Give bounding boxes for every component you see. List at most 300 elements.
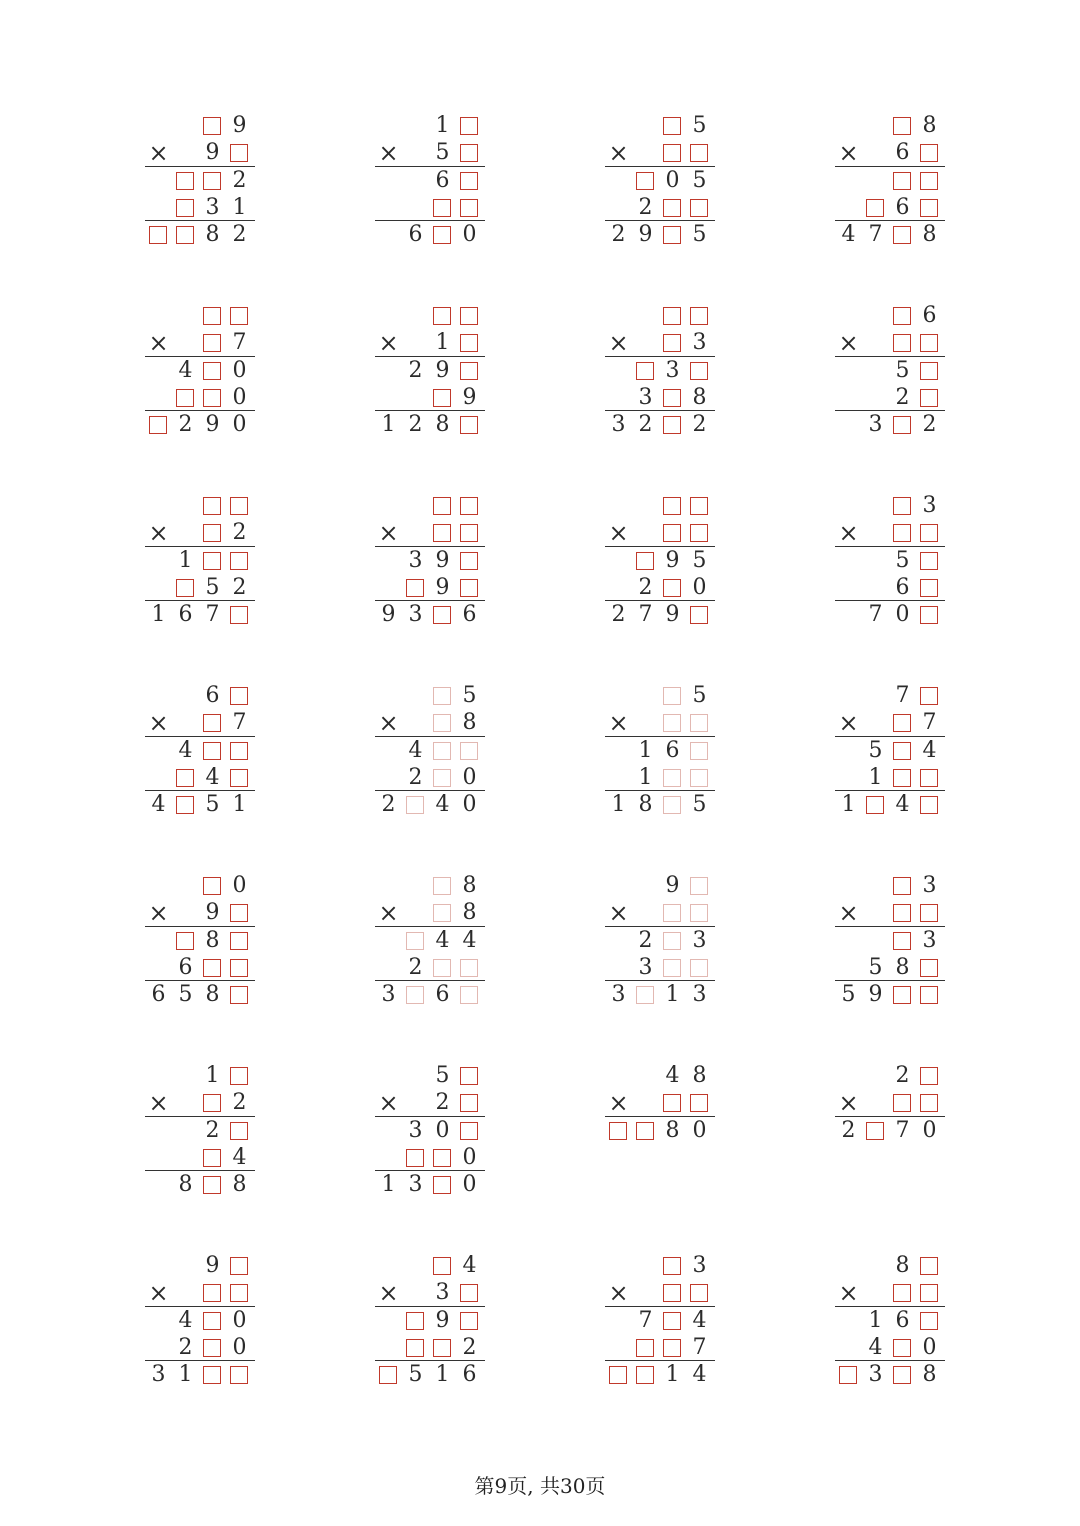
digit: 2	[408, 954, 423, 980]
digit: 3	[611, 412, 626, 438]
answer-box[interactable]	[460, 742, 478, 760]
answer-box[interactable]	[920, 959, 938, 977]
digit: 3	[868, 412, 883, 438]
multiplication-problem	[605, 873, 719, 1023]
multiply-sign: ×	[608, 329, 629, 358]
answer-box[interactable]	[433, 226, 451, 244]
digit: 5	[841, 982, 856, 1008]
answer-box[interactable]	[460, 497, 478, 515]
answer-box[interactable]	[433, 1176, 451, 1194]
answer-box[interactable]	[230, 959, 248, 977]
digit: 9	[205, 900, 220, 926]
answer-box[interactable]	[203, 334, 221, 352]
digit: 0	[895, 602, 910, 628]
answer-box[interactable]	[920, 172, 938, 190]
multiplication-problem	[145, 493, 259, 643]
answer-box[interactable]	[893, 497, 911, 515]
digit: 2	[178, 412, 193, 438]
divider-line	[835, 926, 945, 927]
answer-box[interactable]	[203, 524, 221, 542]
answer-box[interactable]	[406, 932, 424, 950]
answer-box[interactable]	[690, 144, 708, 162]
answer-box[interactable]	[203, 117, 221, 135]
answer-box[interactable]	[893, 307, 911, 325]
digit: 0	[435, 1117, 450, 1143]
answer-box[interactable]	[230, 932, 248, 950]
digit: 7	[868, 602, 883, 628]
answer-box[interactable]	[690, 769, 708, 787]
digit: 0	[922, 1334, 937, 1360]
answer-box[interactable]	[690, 497, 708, 515]
answer-box[interactable]	[893, 714, 911, 732]
answer-box[interactable]	[230, 307, 248, 325]
digit: 2	[381, 792, 396, 818]
answer-box[interactable]	[433, 687, 451, 705]
answer-box[interactable]	[663, 199, 681, 217]
answer-box[interactable]	[203, 307, 221, 325]
multiply-sign: ×	[838, 139, 859, 168]
answer-box[interactable]	[176, 769, 194, 787]
answer-box[interactable]	[230, 552, 248, 570]
multiply-sign: ×	[378, 139, 399, 168]
answer-box[interactable]	[406, 1312, 424, 1330]
answer-box[interactable]	[920, 199, 938, 217]
divider-line	[835, 1360, 945, 1361]
answer-box[interactable]	[203, 959, 221, 977]
answer-box[interactable]	[176, 172, 194, 190]
divider-line	[605, 220, 715, 221]
divider-line	[605, 1306, 715, 1307]
answer-box[interactable]	[460, 1284, 478, 1302]
digit: 6	[435, 167, 450, 193]
answer-box[interactable]	[839, 1366, 857, 1384]
answer-box[interactable]	[663, 687, 681, 705]
digit: 9	[381, 602, 396, 628]
answer-box[interactable]	[893, 172, 911, 190]
digit: 0	[232, 1307, 247, 1333]
answer-box[interactable]	[893, 877, 911, 895]
answer-box[interactable]	[866, 796, 884, 814]
answer-box[interactable]	[230, 1257, 248, 1275]
answer-box[interactable]	[663, 1312, 681, 1330]
answer-box[interactable]	[460, 1067, 478, 1085]
digit: 2	[232, 574, 247, 600]
answer-box[interactable]	[690, 199, 708, 217]
answer-box[interactable]	[663, 579, 681, 597]
answer-box[interactable]	[893, 524, 911, 542]
digit: 2	[435, 1090, 450, 1116]
answer-box[interactable]	[203, 1176, 221, 1194]
answer-box[interactable]	[460, 524, 478, 542]
answer-box[interactable]	[433, 959, 451, 977]
answer-box[interactable]	[230, 687, 248, 705]
answer-box[interactable]	[433, 1339, 451, 1357]
answer-box[interactable]	[663, 714, 681, 732]
answer-box[interactable]	[920, 1067, 938, 1085]
digit: 1	[178, 547, 193, 573]
digit: 2	[408, 357, 423, 383]
divider-line	[605, 166, 715, 167]
answer-box[interactable]	[230, 1366, 248, 1384]
digit: 7	[895, 683, 910, 708]
answer-box[interactable]	[690, 959, 708, 977]
digit: 5	[692, 683, 707, 708]
answer-box[interactable]	[176, 932, 194, 950]
digit: 3	[922, 873, 937, 898]
answer-box[interactable]	[176, 796, 194, 814]
answer-box[interactable]	[406, 986, 424, 1004]
digit: 3	[611, 982, 626, 1008]
multiply-sign: ×	[378, 1279, 399, 1308]
digit: 9	[462, 384, 477, 410]
digit: 5	[692, 547, 707, 573]
answer-box[interactable]	[663, 334, 681, 352]
digit: 1	[435, 113, 450, 138]
divider-line	[145, 790, 255, 791]
answer-box[interactable]	[460, 552, 478, 570]
answer-box[interactable]	[230, 144, 248, 162]
answer-box[interactable]	[176, 579, 194, 597]
answer-box[interactable]	[663, 1339, 681, 1357]
digit: 1	[638, 737, 653, 763]
answer-box[interactable]	[663, 1284, 681, 1302]
answer-box[interactable]	[460, 1122, 478, 1140]
answer-box[interactable]	[230, 904, 248, 922]
multiply-sign: ×	[838, 329, 859, 358]
answer-box[interactable]	[893, 1284, 911, 1302]
divider-line	[835, 356, 945, 357]
answer-box[interactable]	[203, 1149, 221, 1167]
answer-box[interactable]	[230, 1067, 248, 1085]
digit: 6	[205, 683, 220, 708]
answer-box[interactable]	[663, 932, 681, 950]
answer-box[interactable]	[460, 1094, 478, 1112]
digit: 9	[232, 113, 247, 138]
digit: 3	[692, 982, 707, 1008]
answer-box[interactable]	[920, 1284, 938, 1302]
digit: 5	[692, 792, 707, 818]
digit: 5	[205, 574, 220, 600]
digit: 5	[692, 113, 707, 138]
divider-line	[605, 1116, 715, 1117]
digit: 6	[178, 954, 193, 980]
answer-box[interactable]	[433, 1149, 451, 1167]
answer-box[interactable]	[690, 742, 708, 760]
answer-box[interactable]	[690, 307, 708, 325]
answer-box[interactable]	[460, 144, 478, 162]
multiplication-problem	[375, 1253, 489, 1403]
answer-box[interactable]	[460, 362, 478, 380]
digit: 2	[692, 412, 707, 438]
answer-box[interactable]	[433, 497, 451, 515]
answer-box[interactable]	[636, 172, 654, 190]
digit: 8	[205, 222, 220, 248]
answer-box[interactable]	[230, 986, 248, 1004]
answer-box[interactable]	[893, 334, 911, 352]
answer-box[interactable]	[149, 416, 167, 434]
answer-box[interactable]	[149, 226, 167, 244]
answer-box[interactable]	[203, 877, 221, 895]
digit: 9	[435, 574, 450, 600]
answer-box[interactable]	[866, 199, 884, 217]
answer-box[interactable]	[663, 796, 681, 814]
answer-box[interactable]	[893, 932, 911, 950]
multiplication-problem	[145, 1063, 259, 1213]
answer-box[interactable]	[636, 1339, 654, 1357]
multiplication-problem	[375, 493, 489, 643]
divider-line	[375, 1170, 485, 1171]
answer-box[interactable]	[920, 769, 938, 787]
multiply-sign: ×	[148, 1089, 169, 1118]
digit: 3	[381, 982, 396, 1008]
answer-box[interactable]	[920, 1312, 938, 1330]
answer-box[interactable]	[893, 769, 911, 787]
answer-box[interactable]	[636, 552, 654, 570]
answer-box[interactable]	[230, 769, 248, 787]
digit: 4	[408, 737, 423, 763]
answer-box[interactable]	[663, 497, 681, 515]
answer-box[interactable]	[433, 904, 451, 922]
digit: 6	[895, 574, 910, 600]
answer-box[interactable]	[893, 1339, 911, 1357]
answer-box[interactable]	[920, 144, 938, 162]
answer-box[interactable]	[406, 1339, 424, 1357]
answer-box[interactable]	[203, 714, 221, 732]
digit: 9	[205, 140, 220, 166]
answer-box[interactable]	[920, 1094, 938, 1112]
answer-box[interactable]	[663, 389, 681, 407]
multiplication-problem	[375, 873, 489, 1023]
answer-box[interactable]	[663, 524, 681, 542]
digit: 3	[692, 330, 707, 356]
answer-box[interactable]	[920, 606, 938, 624]
multiply-sign: ×	[608, 899, 629, 928]
digit: 9	[435, 1307, 450, 1333]
multiply-sign: ×	[838, 519, 859, 548]
answer-box[interactable]	[176, 199, 194, 217]
answer-box[interactable]	[866, 1122, 884, 1140]
answer-box[interactable]	[609, 1122, 627, 1140]
answer-box[interactable]	[460, 959, 478, 977]
digit: 2	[922, 412, 937, 438]
digit: 8	[435, 412, 450, 438]
answer-box[interactable]	[379, 1366, 397, 1384]
answer-box[interactable]	[920, 389, 938, 407]
answer-box[interactable]	[920, 904, 938, 922]
answer-box[interactable]	[460, 117, 478, 135]
digit: 5	[408, 1362, 423, 1388]
answer-box[interactable]	[203, 497, 221, 515]
digit: 1	[381, 412, 396, 438]
answer-box[interactable]	[460, 172, 478, 190]
answer-box[interactable]	[690, 877, 708, 895]
divider-line	[605, 790, 715, 791]
answer-box[interactable]	[663, 226, 681, 244]
answer-box[interactable]	[203, 1339, 221, 1357]
digit: 7	[638, 1307, 653, 1333]
digit: 8	[205, 927, 220, 953]
divider-line	[145, 356, 255, 357]
answer-box[interactable]	[203, 1094, 221, 1112]
answer-box[interactable]	[230, 606, 248, 624]
divider-line	[605, 736, 715, 737]
answer-box[interactable]	[920, 579, 938, 597]
answer-box[interactable]	[663, 307, 681, 325]
answer-box[interactable]	[893, 742, 911, 760]
answer-box[interactable]	[690, 904, 708, 922]
multiply-sign: ×	[148, 709, 169, 738]
digit: 3	[408, 1117, 423, 1143]
multiplication-problem	[375, 113, 489, 263]
answer-box[interactable]	[663, 416, 681, 434]
answer-box[interactable]	[920, 687, 938, 705]
answer-box[interactable]	[203, 1284, 221, 1302]
digit: 7	[638, 602, 653, 628]
answer-box[interactable]	[433, 307, 451, 325]
digit: 2	[178, 1334, 193, 1360]
answer-box[interactable]	[636, 1122, 654, 1140]
answer-box[interactable]	[663, 769, 681, 787]
answer-box[interactable]	[203, 1366, 221, 1384]
answer-box[interactable]	[406, 1149, 424, 1167]
digit: 8	[922, 113, 937, 138]
multiply-sign: ×	[608, 709, 629, 738]
digit: 1	[205, 1063, 220, 1088]
answer-box[interactable]	[203, 1312, 221, 1330]
answer-box[interactable]	[893, 1094, 911, 1112]
digit: 9	[665, 602, 680, 628]
answer-box[interactable]	[460, 1312, 478, 1330]
answer-box[interactable]	[663, 144, 681, 162]
answer-box[interactable]	[690, 714, 708, 732]
answer-box[interactable]	[406, 579, 424, 597]
answer-box[interactable]	[920, 796, 938, 814]
answer-box[interactable]	[433, 199, 451, 217]
answer-box[interactable]	[460, 416, 478, 434]
answer-box[interactable]	[203, 172, 221, 190]
answer-box[interactable]	[203, 362, 221, 380]
answer-box[interactable]	[230, 1284, 248, 1302]
digit: 5	[868, 737, 883, 763]
answer-box[interactable]	[230, 497, 248, 515]
digit: 0	[665, 167, 680, 193]
multiplication-problem	[835, 113, 949, 263]
answer-box[interactable]	[433, 769, 451, 787]
answer-box[interactable]	[663, 117, 681, 135]
answer-box[interactable]	[230, 1122, 248, 1140]
divider-line	[375, 1116, 485, 1117]
answer-box[interactable]	[433, 1257, 451, 1275]
answer-box[interactable]	[920, 552, 938, 570]
answer-box[interactable]	[460, 199, 478, 217]
answer-box[interactable]	[893, 117, 911, 135]
answer-box[interactable]	[920, 986, 938, 1004]
answer-box[interactable]	[203, 742, 221, 760]
answer-box[interactable]	[690, 606, 708, 624]
answer-box[interactable]	[893, 1366, 911, 1384]
answer-box[interactable]	[893, 416, 911, 434]
answer-box[interactable]	[203, 552, 221, 570]
digit: 0	[462, 764, 477, 790]
digit: 6	[462, 1362, 477, 1388]
answer-box[interactable]	[663, 959, 681, 977]
digit: 4	[232, 1144, 247, 1170]
digit: 1	[232, 792, 247, 818]
answer-box[interactable]	[433, 606, 451, 624]
answer-box[interactable]	[893, 226, 911, 244]
digit: 0	[232, 1334, 247, 1360]
multiplication-problem	[605, 1253, 719, 1403]
answer-box[interactable]	[433, 877, 451, 895]
digit: 1	[868, 1307, 883, 1333]
digit: 2	[232, 1090, 247, 1116]
answer-box[interactable]	[663, 1094, 681, 1112]
multiplication-problem	[375, 683, 489, 833]
multiplication-problem	[605, 303, 719, 453]
digit: 0	[462, 792, 477, 818]
divider-line	[375, 980, 485, 981]
answer-box[interactable]	[920, 524, 938, 542]
answer-box[interactable]	[663, 1257, 681, 1275]
digit: 9	[205, 412, 220, 438]
digit: 4	[922, 737, 937, 763]
answer-box[interactable]	[460, 307, 478, 325]
answer-box[interactable]	[230, 742, 248, 760]
answer-box[interactable]	[893, 986, 911, 1004]
answer-box[interactable]	[690, 1284, 708, 1302]
digit: 8	[692, 384, 707, 410]
answer-box[interactable]	[690, 362, 708, 380]
digit: 8	[692, 1063, 707, 1088]
answer-box[interactable]	[433, 389, 451, 407]
answer-box[interactable]	[203, 389, 221, 407]
divider-line	[375, 926, 485, 927]
answer-box[interactable]	[920, 1257, 938, 1275]
answer-box[interactable]	[176, 226, 194, 244]
answer-box[interactable]	[460, 579, 478, 597]
digit: 9	[665, 547, 680, 573]
answer-box[interactable]	[920, 362, 938, 380]
multiply-sign: ×	[378, 519, 399, 548]
digit: 2	[895, 384, 910, 410]
digit: 7	[868, 222, 883, 248]
divider-line	[835, 790, 945, 791]
answer-box[interactable]	[433, 742, 451, 760]
answer-box[interactable]	[690, 1094, 708, 1112]
digit: 5	[692, 167, 707, 193]
answer-box[interactable]	[920, 334, 938, 352]
divider-line	[375, 600, 485, 601]
answer-box[interactable]	[433, 524, 451, 542]
answer-box[interactable]	[690, 524, 708, 542]
multiply-sign: ×	[378, 1089, 399, 1118]
answer-box[interactable]	[636, 1366, 654, 1384]
answer-box[interactable]	[176, 389, 194, 407]
answer-box[interactable]	[609, 1366, 627, 1384]
digit: 4	[841, 222, 856, 248]
divider-line	[145, 1170, 255, 1171]
answer-box[interactable]	[433, 714, 451, 732]
answer-box[interactable]	[636, 362, 654, 380]
answer-box[interactable]	[663, 904, 681, 922]
multiply-sign: ×	[378, 329, 399, 358]
answer-box[interactable]	[406, 796, 424, 814]
digit: 4	[435, 927, 450, 953]
answer-box[interactable]	[460, 986, 478, 1004]
answer-box[interactable]	[460, 334, 478, 352]
answer-box[interactable]	[893, 904, 911, 922]
answer-box[interactable]	[636, 986, 654, 1004]
